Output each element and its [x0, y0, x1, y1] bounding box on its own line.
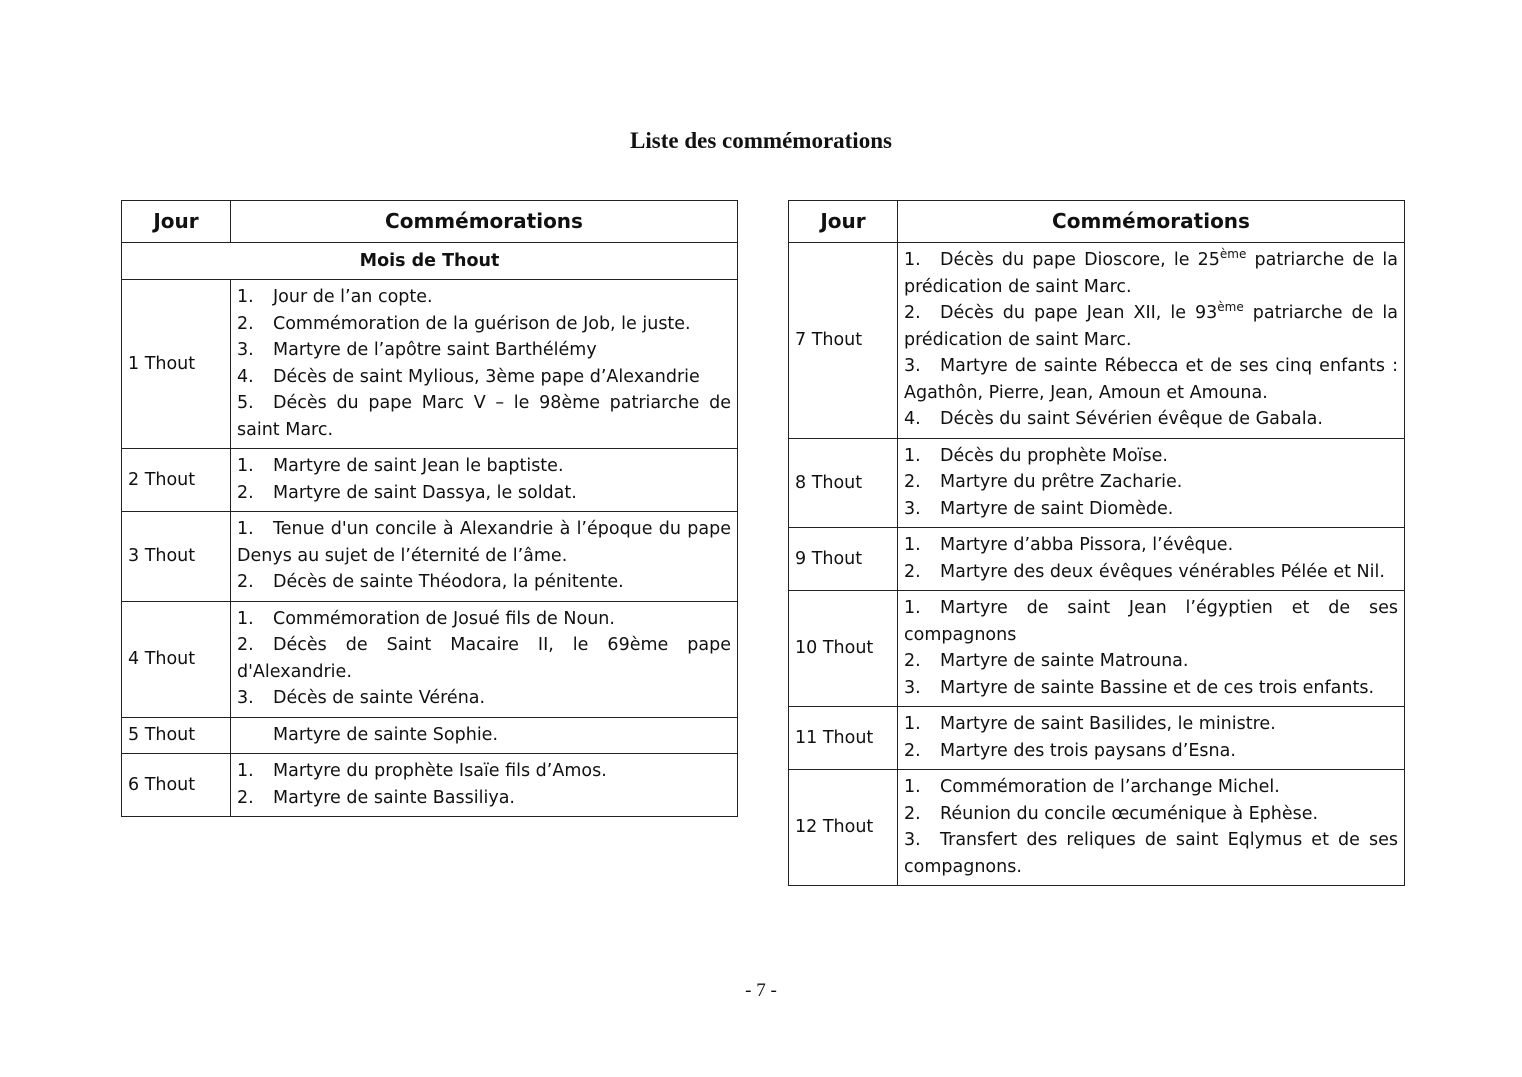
- month-heading: Mois de Thout: [122, 243, 738, 280]
- table-row: [122, 754, 738, 817]
- item-text: Martyre de sainte Bassine et de ces trois enfants.: [940, 677, 1375, 698]
- header-commemorations: Commémorations: [231, 201, 738, 243]
- commemorations-cell: [231, 717, 738, 754]
- list-item: [904, 827, 1398, 880]
- list-item: [237, 337, 731, 364]
- list-item: [237, 390, 731, 443]
- list-item: [237, 311, 731, 338]
- item-text: Martyre de l’apôtre saint Barthélémy: [273, 340, 597, 360]
- commemorations-cell: [231, 601, 738, 717]
- item-text: Décès du pape Jean XII, le 93: [940, 303, 1218, 323]
- month-row: [122, 243, 738, 280]
- list-item: [237, 632, 731, 685]
- table-row: [789, 438, 1405, 528]
- item-number: 2.: [904, 561, 921, 582]
- commemorations-cell: [231, 449, 738, 512]
- day-cell: 9 Thout: [789, 528, 898, 591]
- table-row: [122, 280, 738, 449]
- commemorations-cell: [231, 512, 738, 602]
- ordinal-suffix: ème: [1217, 300, 1244, 314]
- item-text-continued: patriarche de la prédication de saint Marc.: [904, 250, 1399, 297]
- item-number: 3.: [237, 688, 254, 708]
- item-text: Décès de Saint Macaire II, le 69ème pape d'Alexandrie.: [237, 635, 731, 682]
- item-number: 3.: [904, 356, 921, 376]
- commemorations-cell: [898, 528, 1405, 591]
- item-number: 5.: [237, 393, 254, 413]
- list-item: [237, 606, 731, 633]
- item-text: Commémoration de la guérison de Job, le juste.: [273, 313, 691, 334]
- item-number: 1.: [237, 287, 254, 307]
- day-cell: 2 Thout: [122, 449, 231, 512]
- ordinal-suffix: ème: [1219, 247, 1247, 261]
- item-text: Martyre des deux évêques vénérables Pélée et Nil.: [940, 561, 1385, 582]
- item-number: 1.: [237, 761, 254, 781]
- table-row: [122, 512, 738, 602]
- table-row: [789, 243, 1405, 439]
- item-number: 1.: [904, 535, 921, 555]
- item-text: Décès du pape Marc V – le 98ème patriarche de saint Marc.: [237, 393, 731, 440]
- commemorations-cell: [898, 243, 1405, 439]
- item-text: Martyre de sainte Sophie.: [273, 724, 499, 745]
- item-text: Jour de l’an copte.: [273, 287, 433, 307]
- item-text: Martyre de saint Jean le baptiste.: [273, 456, 564, 476]
- list-item: [237, 785, 731, 812]
- list-item: [904, 406, 1398, 433]
- item-number: 2.: [237, 482, 254, 503]
- list-item: [904, 353, 1398, 406]
- item-number: 1.: [904, 598, 921, 618]
- table-header-row: [122, 201, 738, 243]
- header-day: Jour: [789, 201, 898, 243]
- item-text: Martyre des trois paysans d’Esna.: [940, 740, 1236, 761]
- list-item: [904, 801, 1398, 828]
- commemorations-cell: [898, 707, 1405, 770]
- item-number: 3.: [904, 498, 921, 519]
- list-item: [237, 685, 731, 712]
- left-commemorations-table: [121, 200, 738, 817]
- item-number: 1.: [237, 456, 254, 476]
- list-item: [904, 247, 1398, 300]
- table-row: [789, 770, 1405, 886]
- table-row: [122, 717, 738, 754]
- item-text: Transfert des reliques de saint Eqlymus et de ses compagnons.: [904, 830, 1398, 877]
- day-cell: 11 Thout: [789, 707, 898, 770]
- list-item: [904, 300, 1398, 353]
- commemorations-cell: [231, 280, 738, 449]
- table-row: [789, 591, 1405, 707]
- list-item: [904, 443, 1398, 470]
- commemorations-cell: [231, 754, 738, 817]
- item-number: 3.: [237, 340, 254, 360]
- item-number: 4.: [237, 366, 254, 387]
- list-item: [904, 774, 1398, 801]
- table-row: [122, 449, 738, 512]
- item-number: 2.: [904, 803, 921, 824]
- item-number: 3.: [904, 830, 921, 850]
- list-item: [904, 738, 1398, 765]
- item-text: Décès de saint Mylious, 3ème pape d’Alexandrie: [273, 366, 700, 387]
- item-text: Martyre de sainte Rébecca et de ses cinq enfants : Agathôn, Pierre, Jean, Amoun et Amouna.: [904, 356, 1398, 403]
- right-commemorations-table: [788, 200, 1405, 886]
- item-text: Tenue d'un concile à Alexandrie à l’époque du pape Denys au sujet de l’éternité de l’âme.: [237, 519, 731, 566]
- item-text: Commémoration de l’archange Michel.: [940, 777, 1280, 797]
- day-cell: 6 Thout: [122, 754, 231, 817]
- list-item: [237, 284, 731, 311]
- list-item: [237, 722, 731, 749]
- day-cell: 5 Thout: [122, 717, 231, 754]
- item-text: Décès du pape Dioscore, le 25: [940, 250, 1220, 270]
- item-number: 1.: [904, 714, 921, 734]
- day-cell: 8 Thout: [789, 438, 898, 528]
- list-item: [904, 469, 1398, 496]
- list-item: [904, 648, 1398, 675]
- day-cell: 10 Thout: [789, 591, 898, 707]
- item-number: 2.: [237, 635, 254, 655]
- day-cell: 3 Thout: [122, 512, 231, 602]
- item-number: 2.: [904, 740, 921, 761]
- list-item: [904, 711, 1398, 738]
- right-table-body: [789, 243, 1405, 886]
- commemorations-cell: [898, 770, 1405, 886]
- day-cell: 12 Thout: [789, 770, 898, 886]
- item-text-continued: patriarche de la prédication de saint Marc.: [904, 303, 1399, 350]
- item-text: Décès de sainte Véréna.: [273, 688, 486, 708]
- item-number: 2.: [904, 651, 921, 671]
- item-number: 2.: [237, 572, 254, 592]
- table-row: [789, 707, 1405, 770]
- item-text: Martyre d’abba Pissora, l’évêque.: [940, 535, 1234, 555]
- item-text: Décès du prophète Moïse.: [940, 445, 1168, 466]
- header-day: Jour: [122, 201, 231, 243]
- item-number: 1.: [904, 777, 921, 797]
- list-item: [904, 532, 1398, 559]
- table-row: [789, 528, 1405, 591]
- page-title: Liste des commémorations: [630, 128, 892, 153]
- item-text: Martyre de sainte Matrouna.: [940, 651, 1189, 671]
- item-text: Martyre de saint Jean l’égyptien et de ses compagnons: [904, 598, 1398, 645]
- item-text: Martyre de saint Basilides, le ministre.: [940, 714, 1276, 734]
- item-number: 2.: [904, 303, 921, 323]
- list-item: [237, 453, 731, 480]
- item-text: Martyre du prêtre Zacharie.: [940, 472, 1183, 492]
- item-text: Réunion du concile œcuménique à Ephèse.: [940, 803, 1319, 824]
- item-number: 1.: [904, 250, 921, 270]
- item-number: 3.: [904, 677, 921, 698]
- list-item: [237, 758, 731, 785]
- page-number: - 7 -: [745, 980, 777, 1001]
- commemorations-cell: [898, 438, 1405, 528]
- item-text: Martyre de saint Diomède.: [940, 498, 1174, 519]
- item-text: Décès de sainte Théodora, la pénitente.: [273, 572, 624, 592]
- item-number: 1.: [237, 608, 254, 629]
- item-text: Martyre du prophète Isaïe fils d’Amos.: [273, 761, 607, 781]
- table-row: [122, 601, 738, 717]
- list-item: [237, 516, 731, 569]
- item-text: Martyre de sainte Bassiliya.: [273, 787, 515, 808]
- list-item: [904, 595, 1398, 648]
- table-header-row: [789, 201, 1405, 243]
- item-number: 2.: [904, 472, 921, 492]
- list-item: [237, 569, 731, 596]
- commemorations-cell: [898, 591, 1405, 707]
- list-item: [904, 675, 1398, 702]
- item-text: Martyre de saint Dassya, le soldat.: [273, 482, 577, 503]
- day-cell: 7 Thout: [789, 243, 898, 439]
- item-text: Commémoration de Josué fils de Noun.: [273, 608, 615, 629]
- list-item: [904, 559, 1398, 586]
- item-number: 1.: [904, 445, 921, 466]
- list-item: [237, 480, 731, 507]
- item-number: 1.: [237, 519, 254, 539]
- day-cell: 1 Thout: [122, 280, 231, 449]
- item-number: 2.: [237, 787, 254, 808]
- list-item: [904, 496, 1398, 523]
- list-item: [237, 364, 731, 391]
- item-number: 2.: [237, 313, 254, 334]
- left-table-body: [122, 243, 738, 817]
- day-cell: 4 Thout: [122, 601, 231, 717]
- item-number: 4.: [904, 409, 921, 429]
- header-commemorations: Commémorations: [898, 201, 1405, 243]
- item-text: Décès du saint Sévérien évêque de Gabala.: [940, 409, 1323, 429]
